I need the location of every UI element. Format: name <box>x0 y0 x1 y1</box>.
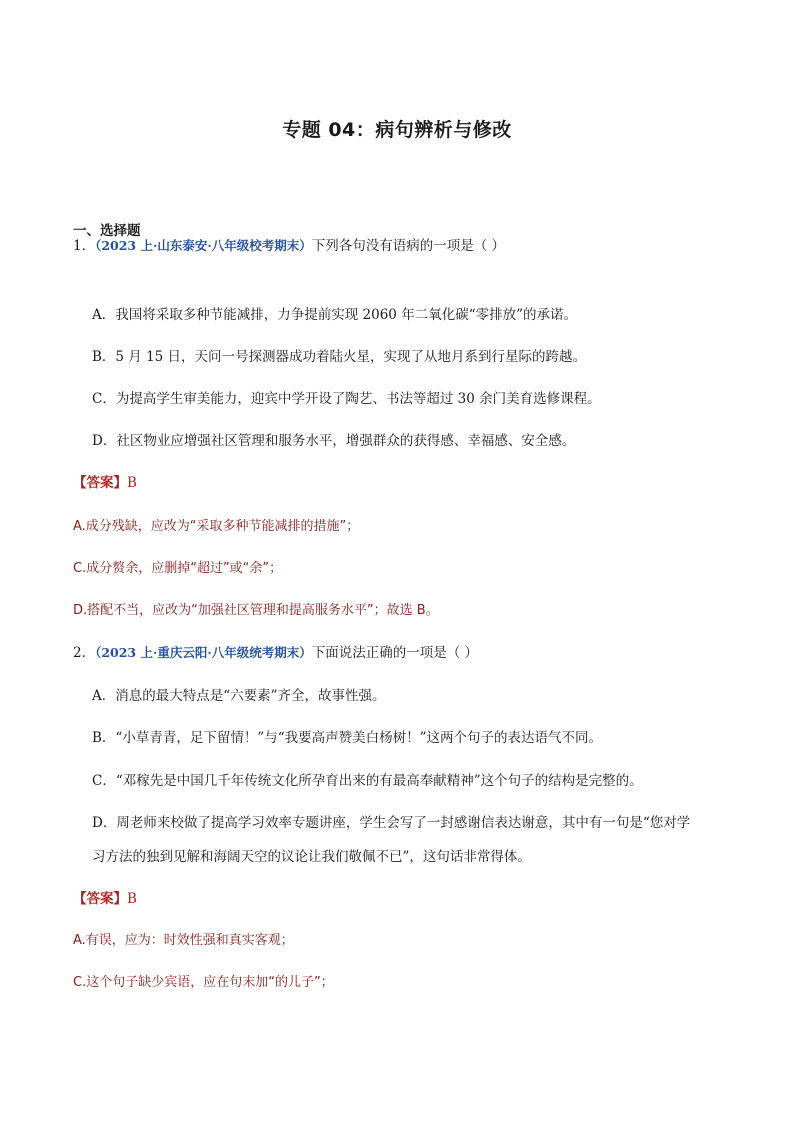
option-d-continued: 习方法的独到见解和海阔天空的议论让我们敬佩不已”，这句话非常得体。 <box>92 849 531 865</box>
answer-value: B <box>127 891 137 907</box>
explanation-line: C.成分赘余，应删掉“超过”或“余”； <box>73 561 283 576</box>
option-b: B．5 月 15 日，天问一号探测器成功着陆火星，实现了从地月系到行星际的跨越。 <box>92 349 587 365</box>
answer-label: 【答案】 <box>73 475 127 491</box>
page-title: 专题 04：病句辨析与修改 <box>282 119 512 141</box>
option-a: A．消息的最大特点是“六要素”齐全，故事性强。 <box>92 688 386 704</box>
question-stem: 下列各句没有语病的一项是（ ） <box>311 238 505 254</box>
section-heading: 一、选择题 <box>73 223 141 239</box>
answer-2 <box>73 887 137 907</box>
question-number: 1． <box>73 238 96 254</box>
question-2 <box>73 641 478 661</box>
explanation-line: D.搭配不当，应改为“加强社区管理和提高服务水平”；故选 B。 <box>73 603 439 618</box>
option-d: D．周老师来校做了提高学习效率专题讲座，学生会写了一封感谢信表达谢意，其中有一句是“您对学 <box>92 815 691 831</box>
option-c: C．为提高学生审美能力，迎宾中学开设了陶艺、书法等超过 30 余门美育选修课程。 <box>92 391 601 407</box>
option-b: B．“小草青青，足下留情！”与“我要高声赞美白杨树！”这两个句子的表达语气不同。 <box>92 730 603 746</box>
answer-value: B <box>127 475 137 491</box>
explanation-line: A.有误，应为：时效性强和真实客观； <box>73 933 294 948</box>
explanation-line: C.这个句子缺少宾语，应在句末加“的儿子”； <box>73 975 334 990</box>
option-a: A．我国将采取多种节能减排，力争提前实现 2060 年二氧化碳“零排放”的承诺。 <box>92 307 577 323</box>
question-source: （2023 上·山东泰安·八年级校考期末） <box>95 238 312 253</box>
question-1 <box>73 234 505 254</box>
explanation-line: A.成分残缺，应改为“采取多种节能减排的措施”； <box>73 519 360 534</box>
question-source: （2023 上·重庆云阳·八年级统考期末） <box>95 645 312 660</box>
answer-label: 【答案】 <box>73 891 127 907</box>
question-stem: 下面说法正确的一项是（ ） <box>311 645 478 661</box>
option-c: C．“邓稼先是中国几千年传统文化所孕育出来的有最高奉献精神”这个句子的结构是完整的。 <box>92 773 643 789</box>
option-d: D．社区物业应增强社区管理和服务水平，增强群众的获得感、幸福感、安全感。 <box>92 433 576 449</box>
question-number: 2． <box>73 645 96 661</box>
answer-1 <box>73 471 137 491</box>
